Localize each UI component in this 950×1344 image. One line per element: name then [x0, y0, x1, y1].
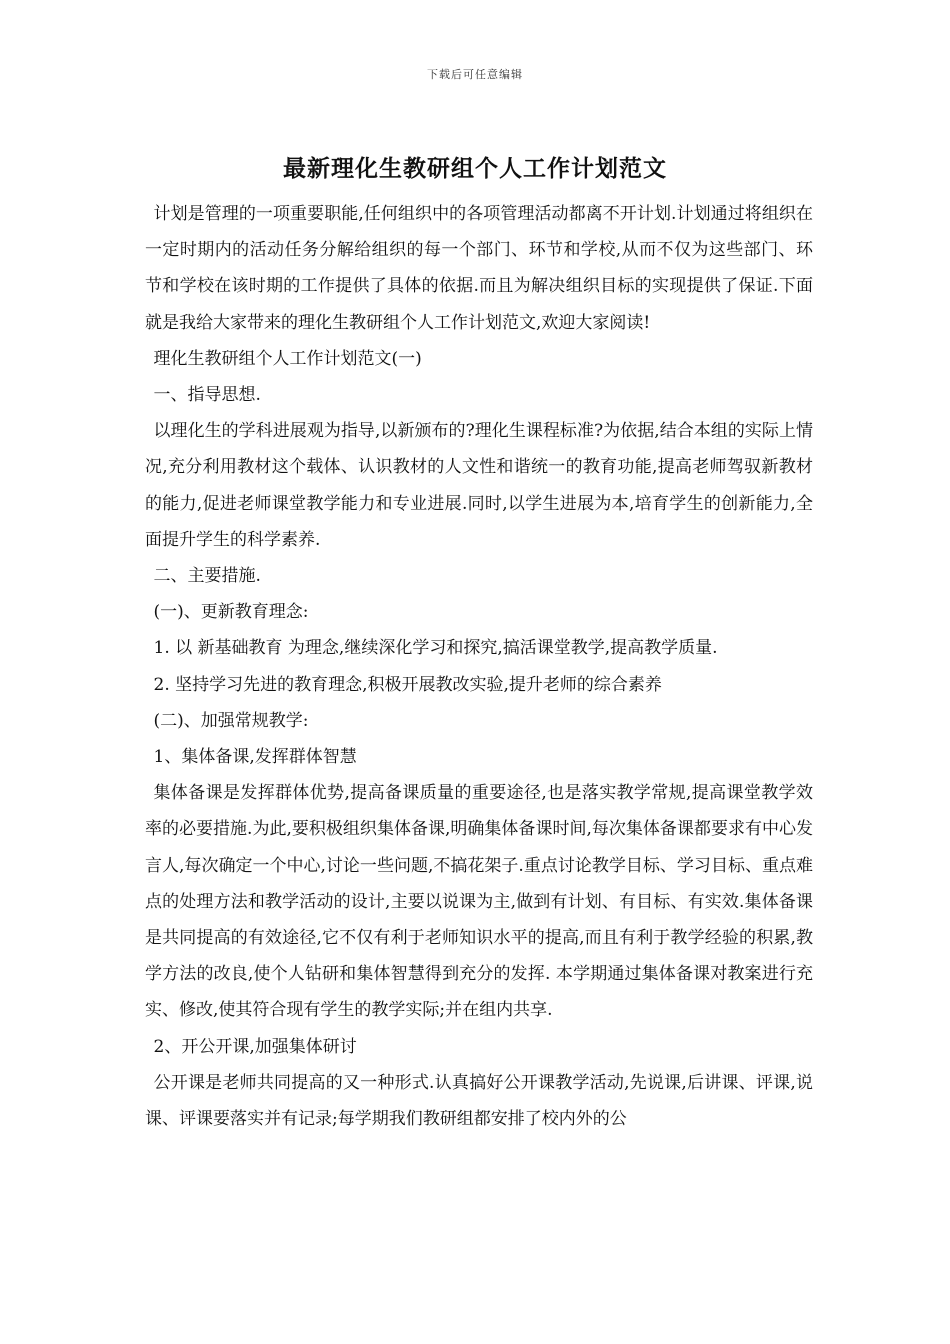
list-item: 2. 坚持学习先进的教育理念,积极开展教改实验,提升老师的综合素养	[153, 674, 662, 695]
header-note: 下载后可任意编辑	[427, 68, 523, 81]
document-body	[145, 196, 813, 1137]
section-heading: 二、主要措施.	[153, 566, 261, 587]
body-paragraph: 以理化生的学科进展观为指导,以新颁布的?理化生课程标准?为依据,结合本组的实际上情况,充分利用教材这个载体、认识教材的人文性和谐统一的教育功能,提高老师驾驭新教材的能力,促进老师课堂教学能力和专业进展.同时,以学生进展为本,培育学生的创新能力,全面提升学生的科学素养.	[145, 421, 813, 550]
subsection-heading: 1、集体备课,发挥群体智慧	[153, 747, 357, 768]
section-heading: 理化生教研组个人工作计划范文(一)	[153, 348, 422, 369]
list-item: 1. 以 新基础教育 为理念,继续深化学习和探究,搞活课堂教学,提高教学质量.	[153, 638, 718, 659]
subsection-heading: (一)、更新教育理念:	[153, 602, 309, 623]
subsection-heading: 2、开公开课,加强集体研讨	[153, 1036, 357, 1057]
body-paragraph: 集体备课是发挥群体优势,提高备课质量的重要途径,也是落实教学常规,提高课堂教学效率的必要措施.为此,要积极组织集体备课,明确集体备课时间,每次集体备课都要求有中心发言人,每次确定一个中心,讨论一些问题,不搞花架子.重点讨论教学目标、学习目标、重点难点的处理方法和教学活动的设计,主要以说课为主,做到有计划、有目标、有实效.集体备课是共同提高的有效途径,它不仅有利于老师知识水平的提高,而且有利于教学经验的积累,教学方法的改良,使个人钻研和集体智慧得到充分的发挥. 本学期通过集体备课对教案进行充实、修改,使其符合现有学生的教学实际;并在组内共享.	[145, 783, 813, 1021]
intro-paragraph: 计划是管理的一项重要职能,任何组织中的各项管理活动都离不开计划.计划通过将组织在一定时期内的活动任务分解给组织的每一个部门、环节和学校,从而不仅为这些部门、环节和学校在该时期的工作提供了具体的依据.而且为解决组织目标的实现提供了保证.下面就是我给大家带来的理化生教研组个人工作计划范文,欢迎大家阅读!	[145, 204, 813, 333]
section-heading: 一、指导思想.	[153, 385, 261, 406]
document-title: 最新理化生教研组个人工作计划范文	[283, 155, 667, 182]
subsection-heading: (二)、加强常规教学:	[153, 710, 309, 731]
body-paragraph: 公开课是老师共同提高的又一种形式.认真搞好公开课教学活动,先说课,后讲课、评课,说课、评课要落实并有记录;每学期我们教研组都安排了校内外的公	[145, 1072, 813, 1130]
